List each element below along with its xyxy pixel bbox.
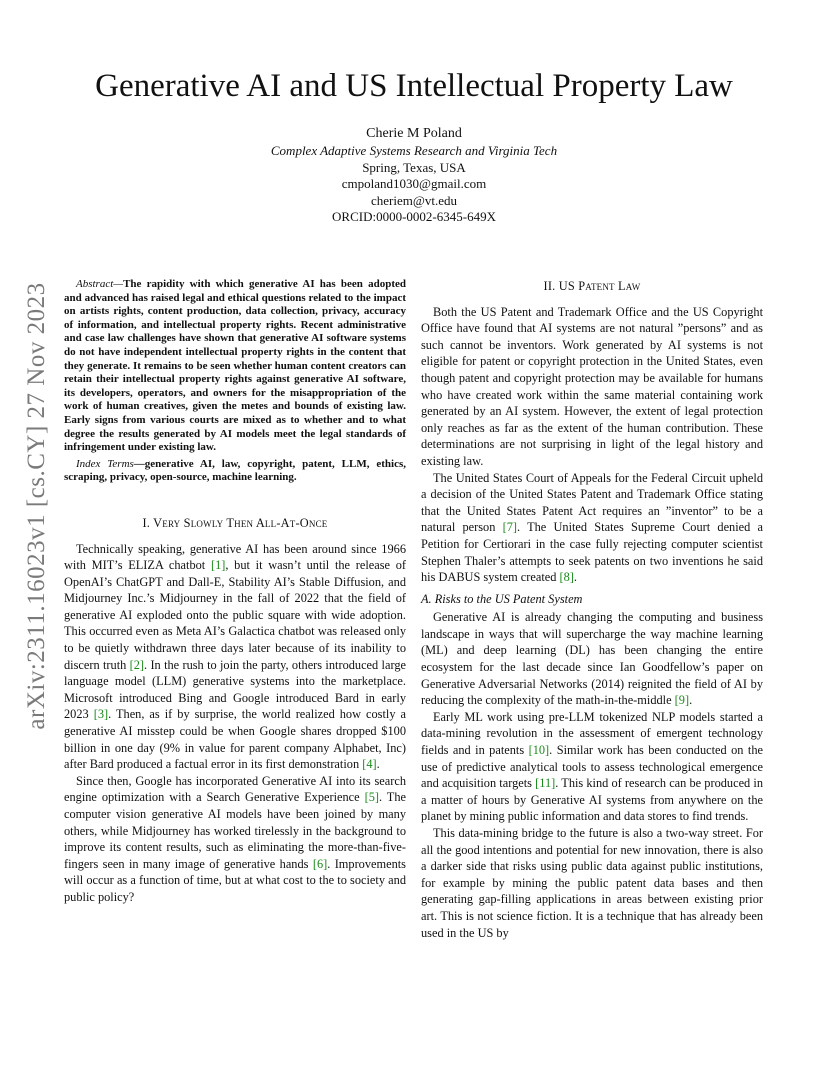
text-run: . In the rush to join the party, others introduced large language model (LLM) generative systems into the marketplace. Microsoft introduced Bing and Google introduced Bard in early 2023 [64,657,406,722]
subsection-a-paragraph-3: This data-mining bridge to the future is also a two-way street. For all the good intentions and potential for new innovation, there is also a darker side that risks using public data against public institutions, for example by mining the public patent data bases and then generating gap-filling applications in areas between existing prior art. This is not science fiction. It is a technique that has already been used in the US by [421,826,763,940]
text-run: . [376,757,380,772]
subsection-a-paragraph-1 [421,609,763,709]
citation-link[interactable]: [8] [559,570,574,585]
citation-link[interactable]: [6] [312,856,328,871]
index-terms-text: —generative AI, law, copyright, patent, LLM, ethics, scraping, privacy, open-source, machine learning. [64,457,406,484]
citation-link[interactable]: [5] [364,790,379,805]
section-1-paragraph-2 [64,773,406,906]
section-1-heading: I. Very Slowly Then All-At-Once [142,515,328,530]
abstract-text: The rapidity with which generative AI has been adopted and advanced has raised legal and ethical questions related to the impact on artists rights, content production, data collection, privacy, accuracy of information, and intellectual property rights. Recent administrative and case law challenges have shown that generative AI software systems do not have independent intellectual property rights in the content that they generate. It remains to be seen whether human content creators can retain their intellectual property rights against generative AI software, its developers, operators, and owners for the misappropriation of the work of human creatives, given the metes and bounds of existing law. Early signs from various courts are mixed as to whether and to what degree the results generated by AI models meet the legal standards of infringement under existing law. [64,278,406,454]
author-email-2: cheriem@vt.edu [371,192,457,208]
arxiv-side-stamp [20,282,54,730]
author-affiliation: Complex Adaptive Systems Research and Virginia Tech [270,143,558,158]
text-run: The United States Court of Appeals for the Federal Circuit upheld a decision of the United States Patent and Trademark Office stating that the United States Patent Act requires an ”inventor” to be a natural person [421,470,763,535]
text-run: Early ML work using pre-LLM tokenized NLP models started a data-mining revolution in the assessment of emergent technology fields and in patents [421,709,763,758]
text-run: . The United States Supreme Court denied a Petition for Certiorari in the case fully rejecting computer scientist Stephen Thaler’s attempts to seek patents on two inventions he said his DABUS system created [421,520,763,585]
author-name: Cherie M Poland [366,126,462,141]
text-run: . The computer vision generative AI models have been joined by many others, while Midjourney has worked tirelessly in the background to improve its content results, such as eliminating the more-than-five-fingers seen in many image of generative hands [64,790,407,871]
citation-link[interactable]: [10] [528,743,550,758]
citation-link[interactable]: [4] [362,757,377,772]
abstract [64,278,406,455]
text-run: , but it wasn’t until the release of OpenAI’s ChatGPT and Dall-E, Stability AI’s Stable Diffusion, and Midjourney Inc.’s Midjourney in the fall of 2022 that the field of generative AI exploded onto the public square with wide adoption. This occurred even as Meta AI’s Galactica chatbot was released only to be quietly withdrawn three days later because of its inability to discern truth [64,558,406,672]
citation-link[interactable]: [1] [210,558,226,573]
arxiv-identifier: arXiv:2311.16023v1 [cs.CY] 27 Nov 2023 [23,282,50,730]
citation-link[interactable]: [3] [93,707,109,722]
author-block [0,125,828,226]
citation-link[interactable]: [11] [535,776,556,791]
text-run: Technically speaking, generative AI has been around since 1966 with MIT’s ELIZA chatbot [64,541,406,573]
right-column [421,278,763,941]
author-location: Spring, Texas, USA [362,159,466,175]
text-run: . [689,693,693,708]
left-column [64,278,406,906]
citation-link[interactable]: [2] [129,657,145,672]
citation-link[interactable]: [9] [674,693,690,708]
section-2-paragraph-1: Both the US Patent and Trademark Office and the US Copyright Office have found that AI systems are not natural ”persons” and as such cannot be inventors. Work generated by AI systems is not eligible for patent or copyright protection in the United States, even though patent and copyright protection may be available for humans who have created work within the same material containing work generated by an AI system. However, the extent of legal protection only reaches as far as the extent of the human contribution. These determinations are not surprising in light of the legal history and existing law. [421,304,763,468]
citation-link[interactable]: [7] [502,520,518,535]
author-orcid: ORCID:0000-0002-6345-649X [332,209,496,224]
paper-title: Generative AI and US Intellectual Property Law [95,68,733,104]
subsection-a-paragraph-2 [421,709,763,825]
section-1-paragraph-1 [64,541,406,773]
text-run: . Similar work has been conducted on the use of predictive analytical tools to assess technological emergence and acquisition targets [421,743,763,791]
text-run: Generative AI is already changing the computing and business landscape in ways that will supercharge the way machine learning (ML) and deep learning (DL) has been changing the entire ecosystem for the last decade since Ian Goodfellow’s paper on Generative Adversarial Networks (2014) reignited the field of AI by reducing the complexity of the math-in-the-middle [421,610,763,708]
text-run: . This kind of research can be produced in a matter of hours by Generative AI systems from anywhere on the planet by mining public information and data stores to find trends. [421,776,763,824]
index-terms-label: Index Terms [76,457,134,470]
text-run: Since then, Google has incorporated Generative AI into its search engine optimization with a Search Generative Experience [64,773,406,805]
text-run: . Improvements will occur as a function of time, but at what cost to the to society and public policy? [64,856,406,904]
section-2-paragraph-2 [421,470,763,586]
author-email-1: cmpoland1030@gmail.com [341,176,487,191]
text-run: . [573,570,578,585]
text-run: . Then, as if by surprise, the world realized how costly a generative AI misstep could be when Google shares dropped $100 billion in one day (9% in value for parent company Alphabet, Inc) after Bard produced a factual error in its first demonstration [64,707,406,772]
index-terms [64,458,406,485]
section-2-heading: II. US Patent Law [543,279,641,293]
subsection-a-heading: A. Risks to the US Patent System [421,591,583,606]
abstract-label: Abstract— [76,278,124,290]
